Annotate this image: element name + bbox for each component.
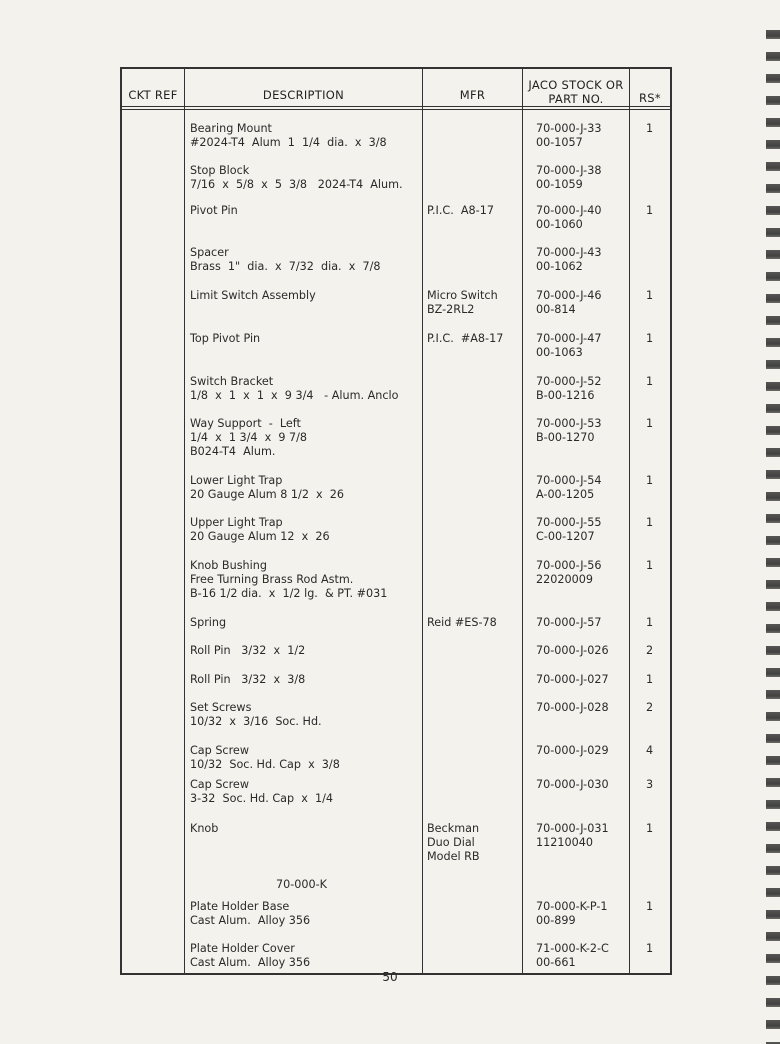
part-number-line: 70-000-J-54 <box>536 474 602 487</box>
rs-quantity: 1 <box>646 559 654 572</box>
part-number-line: 00-814 <box>536 303 576 316</box>
rs-quantity: 4 <box>646 744 654 757</box>
description-line: 1/8 x 1 x 1 x 9 3/4 - Alum. Anclo <box>190 389 399 402</box>
description-line: 20 Gauge Alum 8 1/2 x 26 <box>190 488 345 501</box>
header-rule <box>120 109 672 110</box>
rs-quantity: 1 <box>646 122 654 135</box>
description-line: Roll Pin 3/32 x 1/2 <box>190 644 306 657</box>
column-divider <box>422 67 423 975</box>
column-divider <box>184 67 185 975</box>
spiral-binding <box>766 20 780 1044</box>
rs-quantity: 1 <box>646 900 654 913</box>
description-line: Free Turning Brass Rod Astm. <box>190 573 354 586</box>
part-number-line: 70-000-J-53 <box>536 417 602 430</box>
part-number-line: 70-000-J-027 <box>536 673 609 686</box>
column-divider <box>522 67 523 975</box>
rs-quantity: 1 <box>646 942 654 955</box>
header-ckt-ref: CKT REF <box>128 88 178 102</box>
header-rule <box>120 106 672 107</box>
header-stock-line1: JACO STOCK OR <box>528 78 624 92</box>
rs-quantity: 1 <box>646 616 654 629</box>
rs-quantity: 1 <box>646 822 654 835</box>
section-label: 70-000-K <box>276 878 327 891</box>
part-number-line: 71-000-K-2-C <box>536 942 609 955</box>
description-line: Switch Bracket <box>190 375 274 388</box>
part-number-line: 70-000-J-57 <box>536 616 602 629</box>
page-number: 50 <box>382 970 398 984</box>
description-line: 7/16 x 5/8 x 5 3/8 2024-T4 Alum. <box>190 178 403 191</box>
description-line: Roll Pin 3/32 x 3/8 <box>190 673 306 686</box>
description-line: B024-T4 Alum. <box>190 445 276 458</box>
rs-quantity: 2 <box>646 644 654 657</box>
mfr-line: BZ-2RL2 <box>427 303 475 316</box>
description-line: Plate Holder Base <box>190 900 290 913</box>
part-number-line: 00-1057 <box>536 136 583 149</box>
description-line: #2024-T4 Alum 1 1/4 dia. x 3/8 <box>190 136 387 149</box>
part-number-line: 00-1059 <box>536 178 583 191</box>
mfr-line: Beckman <box>427 822 480 835</box>
part-number-line: 00-1062 <box>536 260 583 273</box>
mfr-line: Micro Switch <box>427 289 498 302</box>
rs-quantity: 1 <box>646 516 654 529</box>
part-number-line: 70-000-J-026 <box>536 644 609 657</box>
mfr-line: P.I.C. A8-17 <box>427 204 494 217</box>
description-line: 1/4 x 1 3/4 x 9 7/8 <box>190 431 308 444</box>
part-number-line: 70-000-J-43 <box>536 246 602 259</box>
description-line: Set Screws <box>190 701 252 714</box>
description-line: Brass 1" dia. x 7/32 dia. x 7/8 <box>190 260 381 273</box>
header-rs: RS* <box>639 91 661 105</box>
part-number-line: B-00-1270 <box>536 431 595 444</box>
description-line: Way Support - Left <box>190 417 301 430</box>
description-line: 20 Gauge Alum 12 x 26 <box>190 530 330 543</box>
part-number-line: 00-899 <box>536 914 576 927</box>
part-number-line: 70-000-J-52 <box>536 375 602 388</box>
part-number-line: 70-000-J-55 <box>536 516 602 529</box>
description-line: Stop Block <box>190 164 250 177</box>
description-line: Bearing Mount <box>190 122 272 135</box>
part-number-line: 00-1063 <box>536 346 583 359</box>
description-line: Knob Bushing <box>190 559 267 572</box>
description-line: Limit Switch Assembly <box>190 289 316 302</box>
part-number-line: 70-000-J-46 <box>536 289 602 302</box>
rs-quantity: 1 <box>646 332 654 345</box>
part-number-line: 00-661 <box>536 956 576 969</box>
description-line: Cast Alum. Alloy 356 <box>190 956 311 969</box>
header-description: DESCRIPTION <box>262 88 345 102</box>
description-line: Upper Light Trap <box>190 516 283 529</box>
description-line: Top Pivot Pin <box>190 332 261 345</box>
part-number-line: 70-000-J-56 <box>536 559 602 572</box>
part-number-line: 70-000-J-029 <box>536 744 609 757</box>
rs-quantity: 1 <box>646 289 654 302</box>
mfr-line: Duo Dial <box>427 836 475 849</box>
mfr-line: P.I.C. #A8-17 <box>427 332 504 345</box>
description-line: Cap Screw <box>190 744 249 757</box>
rs-quantity: 1 <box>646 417 654 430</box>
column-divider <box>629 67 630 975</box>
part-number-line: 70-000-J-33 <box>536 122 602 135</box>
header-mfr: MFR <box>459 88 486 102</box>
rs-quantity: 1 <box>646 375 654 388</box>
description-line: Plate Holder Cover <box>190 942 295 955</box>
part-number-line: 70-000-J-031 <box>536 822 609 835</box>
part-number-line: 70-000-J-40 <box>536 204 602 217</box>
part-number-line: 70-000-J-38 <box>536 164 602 177</box>
rs-quantity: 2 <box>646 701 654 714</box>
description-line: Cap Screw <box>190 778 249 791</box>
description-line: Cast Alum. Alloy 356 <box>190 914 311 927</box>
description-line: B-16 1/2 dia. x 1/2 lg. & PT. #031 <box>190 587 388 600</box>
description-line: Knob <box>190 822 219 835</box>
part-number-line: 70-000-K-P-1 <box>536 900 608 913</box>
part-number-line: B-00-1216 <box>536 389 595 402</box>
description-line: Spring <box>190 616 227 629</box>
part-number-line: 11210040 <box>536 836 593 849</box>
description-line: 3-32 Soc. Hd. Cap x 1/4 <box>190 792 333 805</box>
rs-quantity: 1 <box>646 673 654 686</box>
part-number-line: 70-000-J-030 <box>536 778 609 791</box>
rs-quantity: 3 <box>646 778 654 791</box>
part-number-line: C-00-1207 <box>536 530 595 543</box>
description-line: Pivot Pin <box>190 204 238 217</box>
header-stock-line2: PART NO. <box>548 92 604 106</box>
description-line: 10/32 x 3/16 Soc. Hd. <box>190 715 322 728</box>
mfr-line: Reid #ES-78 <box>427 616 497 629</box>
rs-quantity: 1 <box>646 474 654 487</box>
part-number-line: 70-000-J-028 <box>536 701 609 714</box>
description-line: Spacer <box>190 246 229 259</box>
part-number-line: A-00-1205 <box>536 488 595 501</box>
rs-quantity: 1 <box>646 204 654 217</box>
part-number-line: 70-000-J-47 <box>536 332 602 345</box>
part-number-line: 22020009 <box>536 573 593 586</box>
part-number-line: 00-1060 <box>536 218 583 231</box>
description-line: 10/32 Soc. Hd. Cap x 3/8 <box>190 758 340 771</box>
mfr-line: Model RB <box>427 850 480 863</box>
description-line: Lower Light Trap <box>190 474 283 487</box>
